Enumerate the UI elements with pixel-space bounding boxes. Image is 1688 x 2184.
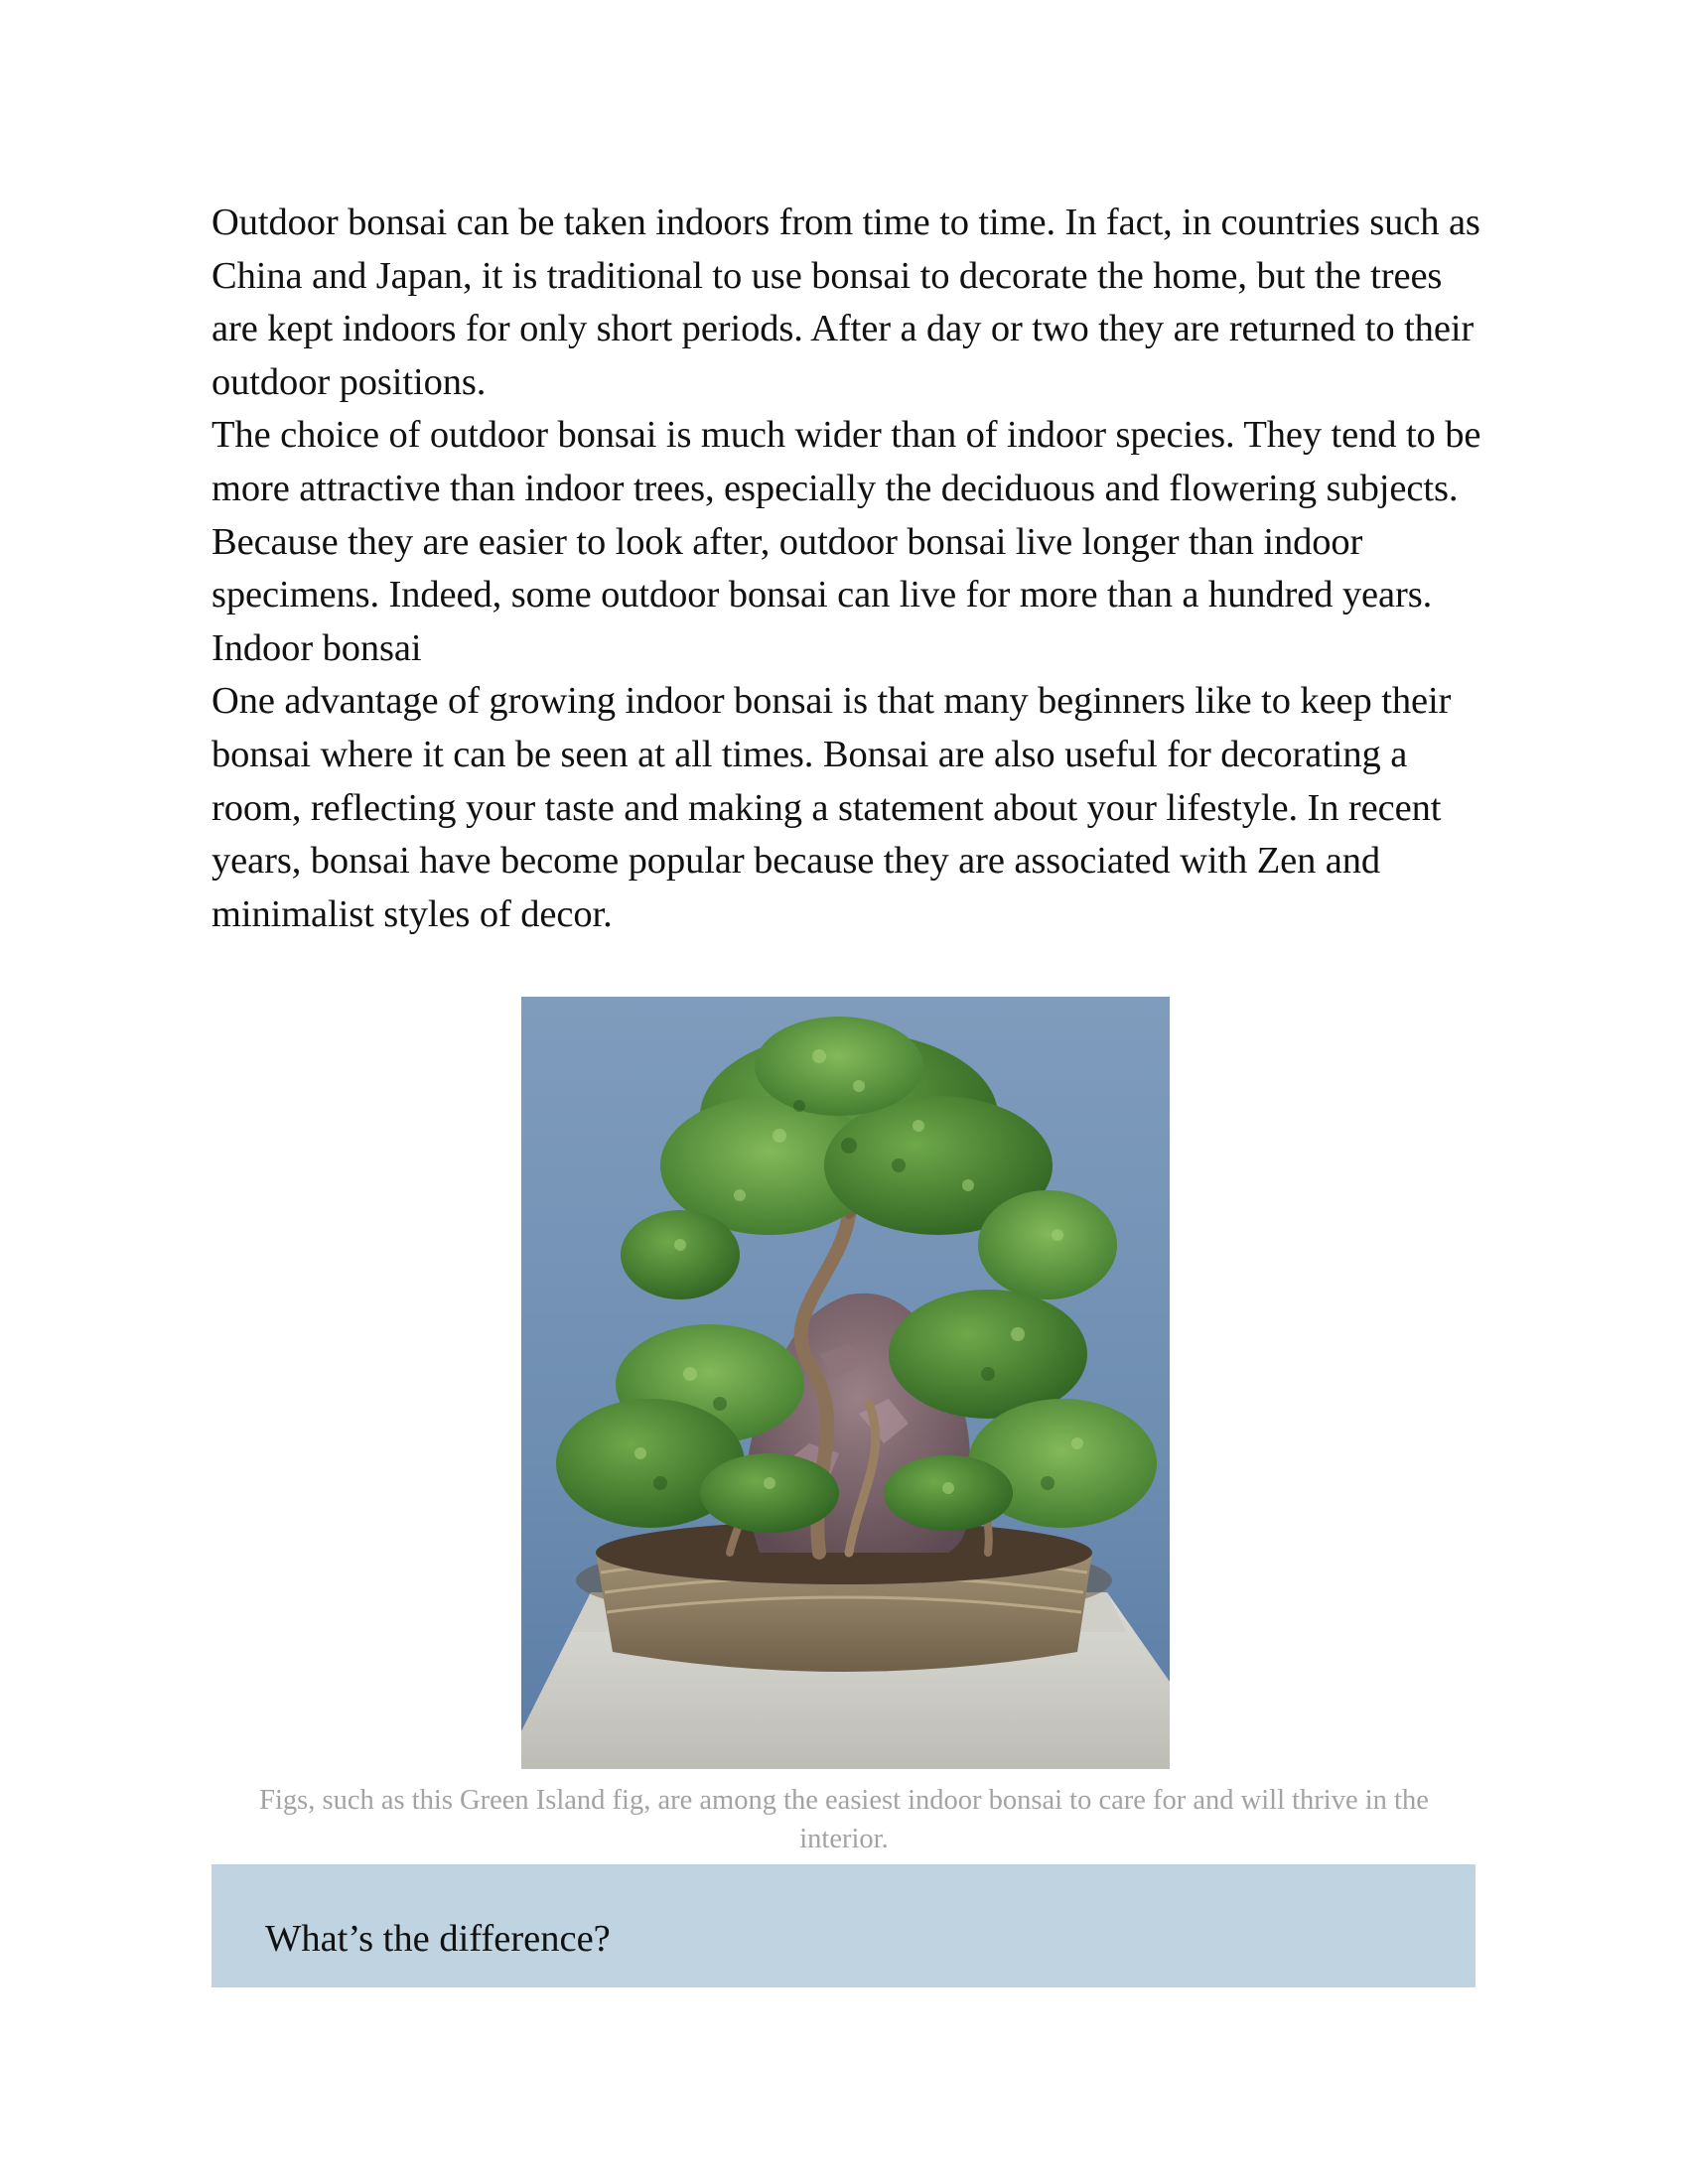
bonsai-photo bbox=[521, 997, 1170, 1769]
paragraph-outdoor-indoors: Outdoor bonsai can be taken indoors from time to time. In fact, in countries such as China and Japan, it is traditional to use bonsai to decorate the home, but the trees are kept indoors for only short periods. After a day or two they are returned to their outdoor positions. bbox=[211, 202, 1480, 403]
bonsai-fig-illustration bbox=[521, 997, 1170, 1769]
paragraph-outdoor-choice: The choice of outdoor bonsai is much wider than of indoor species. They tend to be more attractive than indoor trees, especially the deciduous and flowering subjects. Because they are easier to look after, outdoor bonsai live longer than indoor specimens. Indeed, some outdoor bonsai can live for more than a hundred years. bbox=[211, 414, 1481, 616]
body-text bbox=[211, 197, 1482, 941]
figure-caption: Figs, such as this Green Island fig, are among the easiest indoor bonsai to care for and will thrive in the interior. bbox=[259, 1785, 1429, 1854]
paragraph-indoor-advantage: One advantage of growing indoor bonsai is that many beginners like to keep their bonsai where it can be seen at all times. Bonsai are also useful for decorating a room, reflecting your taste and making a statement about your lifestyle. In recent years, bonsai have become popular because they are associated with Zen and minimalist styles of decor. bbox=[211, 680, 1452, 935]
callout-title: What’s the difference? bbox=[265, 1918, 611, 1960]
callout-box bbox=[211, 1864, 1476, 1987]
subheading-indoor-bonsai: Indoor bonsai bbox=[211, 626, 422, 669]
